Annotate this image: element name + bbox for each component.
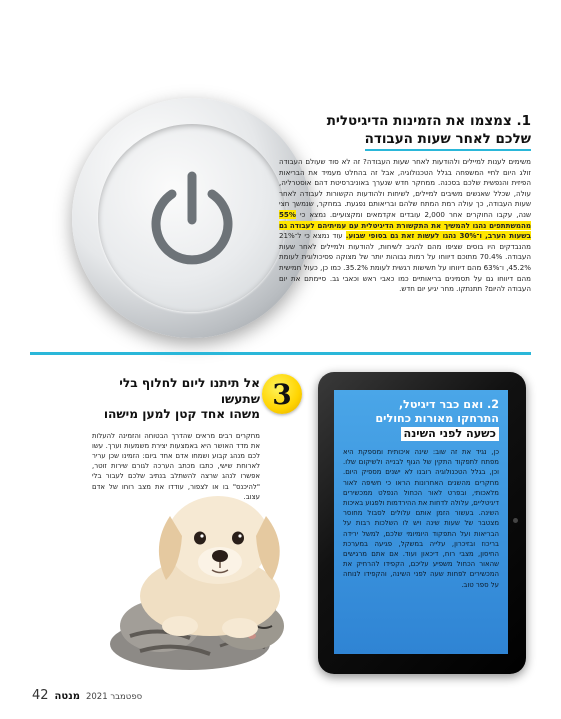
magazine-name: מנטה	[54, 691, 80, 702]
power-button-face	[98, 124, 286, 312]
article-1-body	[279, 157, 531, 295]
article-1-title	[279, 112, 531, 151]
puppy-kitten-image	[100, 476, 330, 672]
article-3-title-line2: משהו אחד קטן למען מישהו	[103, 407, 260, 421]
article-2-title-line1: 2. ואם כבר דיגיטל,	[398, 398, 499, 411]
number-badge: 3	[262, 374, 302, 414]
article-1-highlight: 55% מהמשתתפים נהגו להמשיך את התקשורת הדיגיטלית עם עמיתיהם לעבודה גם בשעות הערב, ו־30% נהגו לעשות זאת גם בסופי שבוע.	[279, 209, 531, 241]
article-3-title-line1: אל תיתנו ליום לחלוף בלי שתעשו	[119, 376, 260, 406]
article-1-body-part2: עוד נמצא כי ל־21% מהנבדקים היו בוסים שציפו מהם להגיב לשיחות, להודעות ולמיילים לאחר שעות העבודה. 70.4% מתוכם דיווחו על רמות גבוהות יותר של מצוקה פסיכולוגית לעומת 45.2%, ו־63% מהם דיווחו על תשישות רגשית לעומת 35.2%. כמו כן, כעול חמישית מהם דיווחו גם על תסמינים בריאותיים כמו כאבי ראש וכאבי גב. סיימתם את יום העבודה להיום? תתנתקו. מחר יגיע יום חדש.	[279, 231, 531, 294]
page-number: 42	[32, 688, 49, 703]
tablet-screen	[334, 390, 508, 654]
page-footer	[32, 688, 142, 703]
article-1-title-line1: 1. צמצמו את הזמינות הדיגיטלית	[326, 113, 531, 129]
issue-date: ספטמבר 2021	[85, 692, 143, 702]
article-2-title	[343, 398, 499, 441]
article-3-title	[92, 376, 260, 423]
article-2-title-line2: התרחקו מאורות כחולים	[375, 412, 499, 425]
article-1-body-part1: משימים לענות למיילים ולהודעות לאחר שעות העבודה? זה לא סוד שעולם העבודה זולג היום לחיי המשפחה בגלל הטכנולוגיה, אבל זה בהחלט מעמיד את הבריאות הפיזית והנפשית שלכם בסכנה. ממחקר חדש שנערך באוניברסיטת דהם אוסטרליה, עולה, שכלל שאנשים משיבים למיילים, לשיחות ולהודעות הקשורות לעבודה לאחר שעות העבודה, כך עולה רמת המתח שלהם ובריאותם נפגעת. במחקר, שנמשך חצי שנה, עקבו החוקרים אחר 2,000 עובדים אקדמאים ומקצועיים. נמצא כי	[279, 157, 531, 219]
tablet-frame	[318, 372, 526, 674]
article-2-title-line3: כשעה לפני השינה	[401, 427, 499, 441]
article-1-title-line2: שלכם לאחר שעות העבודה	[365, 130, 531, 151]
power-button-image	[72, 98, 312, 338]
article-2-body: כן, נגיד את זה שוב: שינה איכותית ומספקת היא מפתח לתפקוד התקין של הגוף לבנייה ולשיקום שלו. וכן, בגלל הטכנולוגיה רובנו לא ישנים מספיק היום. מחקרים מהשנים האחרונות הראו כי חשיפה לאור מלאכותי, ובפרט לאור הכחול הנפלט ממכשירים דיגיטליים, עלולה לדחות את ההירדמות ולפגוע באיכות השינה. בעשור הזמן אותם עלולים לסבול מחוסר מצטבר של שעות שינה ויש לו השלכות רבות על הבריאות ועל התפקוד היומיומי שלכם, למשל ירידה בריכוז ובזיכרון, עלייה במשקל, פגיעה במערכת החיסון, מצבי רוח, דיכאון ועוד. אם אתם מרגישים שהאור הכחול משפיע עליכם, הקפידו להרחיק את המכשירים לפחות שעה לפני השינה, והקפידו לנוחה על ספר טוב.	[343, 448, 499, 589]
power-icon	[142, 164, 242, 274]
article-digital-availability	[279, 112, 531, 295]
section-divider	[30, 352, 531, 355]
article-3-body: מחקרים רבים מראים שהדרך הבטוחה והזמינה להעלות את מדד האושר היא באמצעות יצירת משמעות וערך. עשו לכם מנהג קבוע ושמחו אדם אחד ביום: הזמינו שכן עריר לארוחת שישי, כתבו מכתב הערכה לגורם שירות זוטר, אפשרו לנהג שרצה להשתלב בנתיב שלכם לעבור בלי "להיכנס" בו או לצפור, עודדו את מצב רוחו של אדם עצוב.	[92, 431, 260, 501]
tablet-camera	[513, 518, 518, 523]
